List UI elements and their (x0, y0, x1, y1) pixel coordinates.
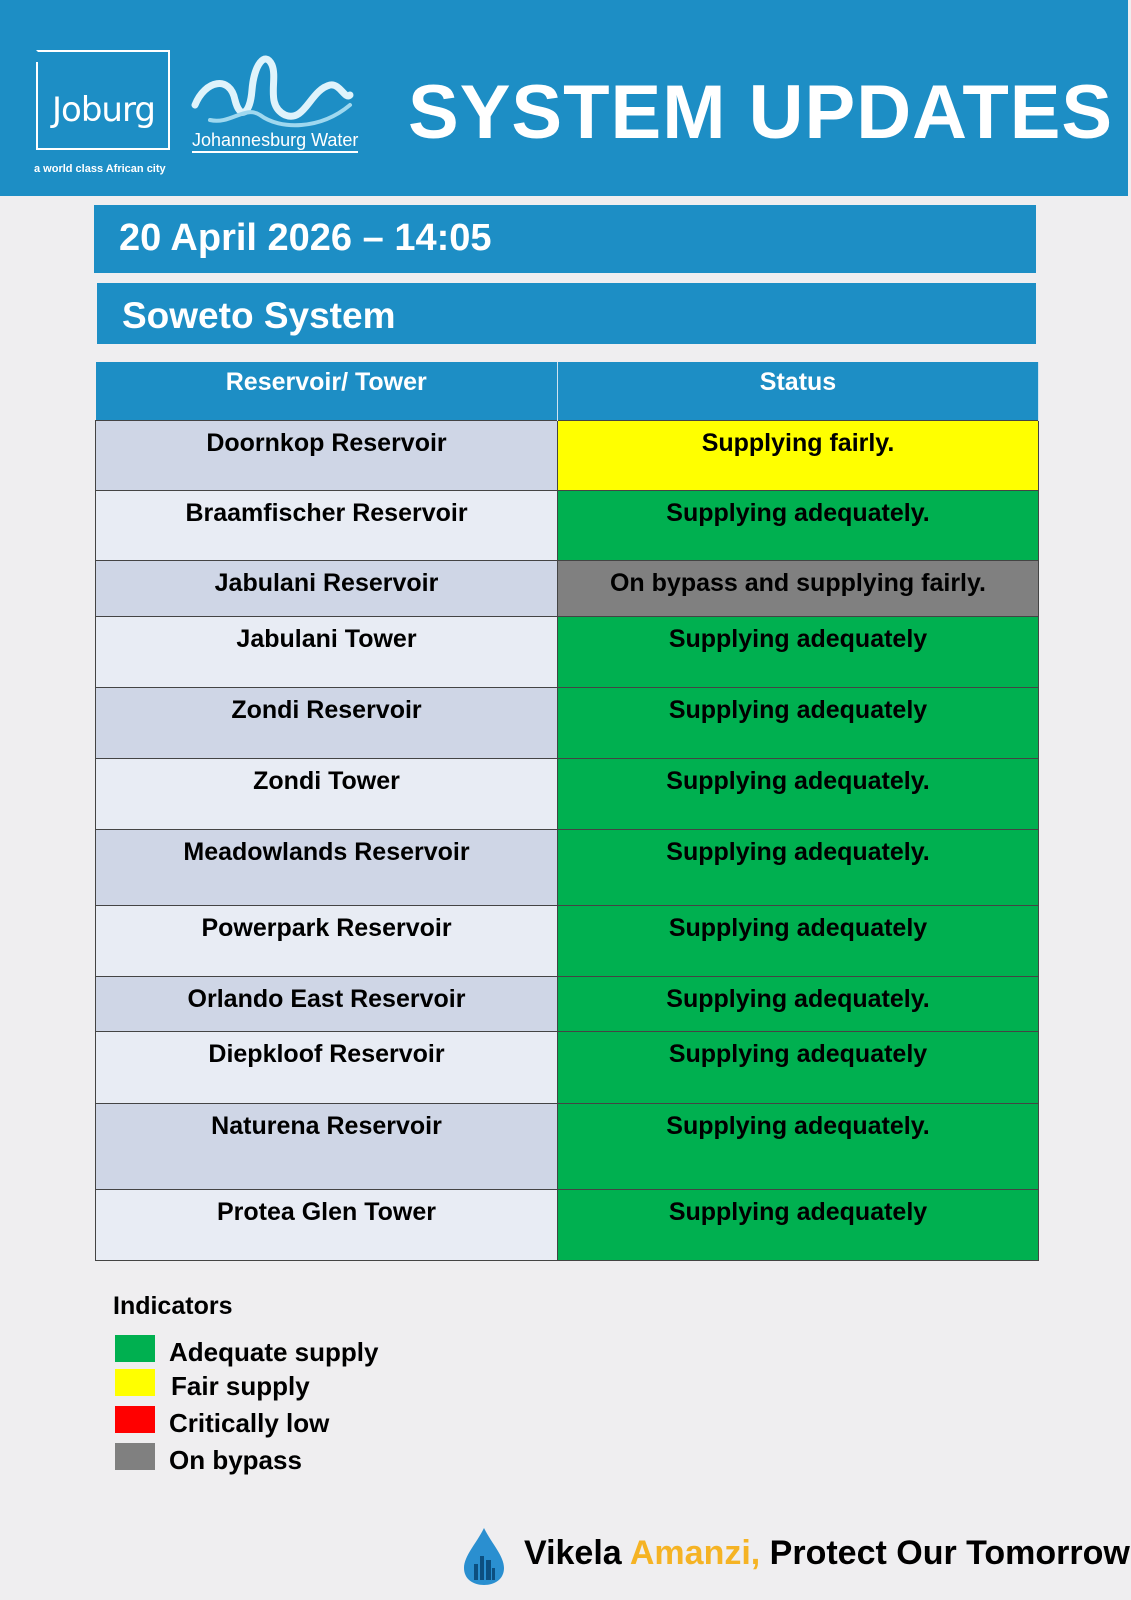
legend-swatch (115, 1443, 155, 1470)
joburg-logo (36, 50, 170, 150)
status-cell: Supplying fairly. (558, 420, 1039, 490)
legend-label: Critically low (169, 1408, 330, 1438)
status-cell: Supplying adequately. (558, 758, 1039, 829)
status-cell: Supplying adequately. (558, 976, 1039, 1031)
water-drop-city-icon (462, 1526, 506, 1586)
reservoir-name-cell: Orlando East Reservoir (96, 976, 558, 1031)
table-row (96, 1031, 1039, 1103)
slogan-text (524, 1534, 1130, 1573)
table-row (96, 1103, 1039, 1189)
footer-slogan (462, 1524, 1130, 1588)
reservoir-name-cell: Doornkop Reservoir (96, 420, 558, 490)
reservoir-name-cell: Diepkloof Reservoir (96, 1031, 558, 1103)
reservoir-name-cell: Powerpark Reservoir (96, 905, 558, 976)
joburg-logo-text: Joburg (52, 90, 155, 130)
legend-label: Adequate supply (169, 1337, 379, 1367)
legend-swatch (115, 1369, 155, 1396)
reservoir-name-cell: Naturena Reservoir (96, 1103, 558, 1189)
reservoir-name-cell: Jabulani Reservoir (96, 560, 558, 616)
status-cell: Supplying adequately. (558, 490, 1039, 560)
reservoir-name-cell: Jabulani Tower (96, 616, 558, 687)
table-row (96, 1189, 1039, 1260)
status-cell: Supplying adequately. (558, 1103, 1039, 1189)
joburg-tagline: a world class African city (34, 163, 166, 175)
table-header-row (96, 362, 1039, 420)
table-row (96, 829, 1039, 905)
status-cell: Supplying adequately (558, 687, 1039, 758)
legend-label: Fair supply (171, 1371, 310, 1401)
slogan-part-3: Protect Our Tomorrow (760, 1534, 1130, 1572)
status-cell: Supplying adequately (558, 616, 1039, 687)
status-cell: Supplying adequately (558, 1031, 1039, 1103)
header-banner (0, 0, 1128, 196)
status-cell: Supplying adequately (558, 1189, 1039, 1260)
table-row (96, 560, 1039, 616)
column-header-status: Status (558, 362, 1039, 420)
slogan-accent: Amanzi, (629, 1534, 761, 1572)
table-row (96, 616, 1039, 687)
reservoir-name-cell: Zondi Tower (96, 758, 558, 829)
table-row (96, 976, 1039, 1031)
status-table (95, 362, 1039, 1261)
table-row (96, 687, 1039, 758)
column-header-reservoir: Reservoir/ Tower (96, 362, 558, 420)
system-bar (97, 283, 1036, 344)
johannesburg-water-text: Johannesburg Water (192, 130, 358, 153)
status-cell: On bypass and supplying fairly. (558, 560, 1039, 616)
status-cell: Supplying adequately. (558, 829, 1039, 905)
legend-label: On bypass (169, 1445, 302, 1475)
reservoir-name-cell: Protea Glen Tower (96, 1189, 558, 1260)
reservoir-name-cell: Zondi Reservoir (96, 687, 558, 758)
reservoir-name-cell: Meadowlands Reservoir (96, 829, 558, 905)
system-name: Soweto System (122, 295, 396, 336)
table-row (96, 420, 1039, 490)
table-row (96, 758, 1039, 829)
status-cell: Supplying adequately (558, 905, 1039, 976)
legend-swatch (115, 1335, 155, 1362)
slogan-part-1: Vikela (524, 1534, 630, 1572)
date-bar (94, 205, 1036, 273)
legend-title: Indicators (113, 1292, 233, 1320)
update-date-time: 20 April 2026 – 14:05 (119, 217, 492, 259)
table-row (96, 490, 1039, 560)
reservoir-name-cell: Braamfischer Reservoir (96, 490, 558, 560)
page-title: SYSTEM UPDATES (408, 70, 1114, 155)
legend-swatch (115, 1406, 155, 1433)
table-row (96, 905, 1039, 976)
